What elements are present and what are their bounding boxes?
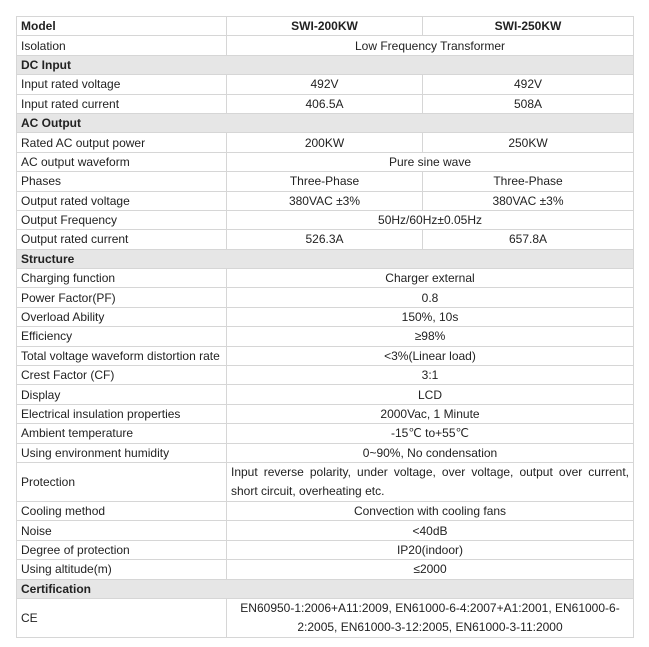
spec-row bbox=[17, 288, 634, 307]
spec-label: Input rated voltage bbox=[17, 75, 227, 94]
spec-row bbox=[17, 36, 634, 55]
spec-value: 150%, 10s bbox=[227, 307, 634, 326]
spec-row bbox=[17, 462, 634, 501]
spec-row bbox=[17, 210, 634, 229]
section-row bbox=[17, 249, 634, 268]
spec-label: Output rated voltage bbox=[17, 191, 227, 210]
spec-value: ≤2000 bbox=[227, 560, 634, 579]
spec-row bbox=[17, 172, 634, 191]
spec-value: 508A bbox=[423, 94, 634, 113]
spec-row bbox=[17, 346, 634, 365]
spec-row bbox=[17, 385, 634, 404]
spec-row bbox=[17, 560, 634, 579]
spec-value: EN60950-1:2006+A11:2009, EN61000-6-4:2007+A1:2001, EN61000-6-2:2005, EN61000-3-12:2005, EN61000-3-11:2000 bbox=[227, 598, 634, 637]
spec-value: 380VAC ±3% bbox=[227, 191, 423, 210]
section-title: Structure bbox=[17, 249, 634, 268]
spec-label: Input rated current bbox=[17, 94, 227, 113]
spec-row bbox=[17, 501, 634, 520]
spec-value: 2000Vac, 1 Minute bbox=[227, 404, 634, 423]
spec-label: Output Frequency bbox=[17, 210, 227, 229]
spec-row bbox=[17, 191, 634, 210]
spec-value: Charger external bbox=[227, 269, 634, 288]
spec-value: 0~90%, No condensation bbox=[227, 443, 634, 462]
section-row bbox=[17, 579, 634, 598]
spec-label: Cooling method bbox=[17, 501, 227, 520]
spec-label: Using environment humidity bbox=[17, 443, 227, 462]
spec-row bbox=[17, 327, 634, 346]
spec-label: Noise bbox=[17, 521, 227, 540]
spec-label: Power Factor(PF) bbox=[17, 288, 227, 307]
spec-row bbox=[17, 230, 634, 249]
spec-value: Three-Phase bbox=[423, 172, 634, 191]
spec-row bbox=[17, 404, 634, 423]
spec-value: <40dB bbox=[227, 521, 634, 540]
spec-value: -15℃ to+55℃ bbox=[227, 424, 634, 443]
spec-table bbox=[16, 16, 634, 638]
spec-value: 657.8A bbox=[423, 230, 634, 249]
spec-label: Total voltage waveform distortion rate bbox=[17, 346, 227, 365]
spec-value: IP20(indoor) bbox=[227, 540, 634, 559]
spec-label: Display bbox=[17, 385, 227, 404]
spec-label: Output rated current bbox=[17, 230, 227, 249]
spec-value: 250KW bbox=[423, 133, 634, 152]
spec-row bbox=[17, 307, 634, 326]
spec-value: Input reverse polarity, under voltage, over voltage, output over current, short circuit, overheating etc. bbox=[227, 462, 634, 501]
spec-row bbox=[17, 521, 634, 540]
section-row bbox=[17, 113, 634, 132]
spec-label: AC output waveform bbox=[17, 152, 227, 171]
spec-label: Efficiency bbox=[17, 327, 227, 346]
spec-row bbox=[17, 598, 634, 637]
spec-row bbox=[17, 540, 634, 559]
spec-value: Three-Phase bbox=[227, 172, 423, 191]
section-title: Certification bbox=[17, 579, 634, 598]
spec-value: ≥98% bbox=[227, 327, 634, 346]
spec-value: <3%(Linear load) bbox=[227, 346, 634, 365]
spec-value: Low Frequency Transformer bbox=[227, 36, 634, 55]
spec-value: 200KW bbox=[227, 133, 423, 152]
spec-value: 0.8 bbox=[227, 288, 634, 307]
spec-value: 380VAC ±3% bbox=[423, 191, 634, 210]
spec-value: 492V bbox=[227, 75, 423, 94]
spec-label: Phases bbox=[17, 172, 227, 191]
spec-label: Charging function bbox=[17, 269, 227, 288]
spec-row bbox=[17, 366, 634, 385]
spec-row bbox=[17, 443, 634, 462]
spec-value: 3:1 bbox=[227, 366, 634, 385]
spec-table-body bbox=[17, 17, 634, 638]
spec-label: CE bbox=[17, 598, 227, 637]
header-row bbox=[17, 17, 634, 36]
spec-row bbox=[17, 94, 634, 113]
spec-value: 526.3A bbox=[227, 230, 423, 249]
spec-row bbox=[17, 424, 634, 443]
column-header-label: Model bbox=[17, 17, 227, 36]
spec-sheet bbox=[16, 16, 633, 638]
spec-label: Protection bbox=[17, 462, 227, 501]
spec-value: Pure sine wave bbox=[227, 152, 634, 171]
spec-value: 50Hz/60Hz±0.05Hz bbox=[227, 210, 634, 229]
spec-row bbox=[17, 133, 634, 152]
spec-row bbox=[17, 152, 634, 171]
section-title: AC Output bbox=[17, 113, 634, 132]
spec-row bbox=[17, 269, 634, 288]
spec-label: Crest Factor (CF) bbox=[17, 366, 227, 385]
spec-value: LCD bbox=[227, 385, 634, 404]
column-header-model: SWI-200KW bbox=[227, 17, 423, 36]
spec-label: Degree of protection bbox=[17, 540, 227, 559]
section-title: DC Input bbox=[17, 55, 634, 74]
spec-value: 492V bbox=[423, 75, 634, 94]
spec-label: Isolation bbox=[17, 36, 227, 55]
spec-label: Rated AC output power bbox=[17, 133, 227, 152]
spec-value: 406.5A bbox=[227, 94, 423, 113]
spec-row bbox=[17, 75, 634, 94]
spec-label: Overload Ability bbox=[17, 307, 227, 326]
section-row bbox=[17, 55, 634, 74]
spec-value: Convection with cooling fans bbox=[227, 501, 634, 520]
spec-label: Ambient temperature bbox=[17, 424, 227, 443]
spec-label: Electrical insulation properties bbox=[17, 404, 227, 423]
column-header-model: SWI-250KW bbox=[423, 17, 634, 36]
spec-label: Using altitude(m) bbox=[17, 560, 227, 579]
